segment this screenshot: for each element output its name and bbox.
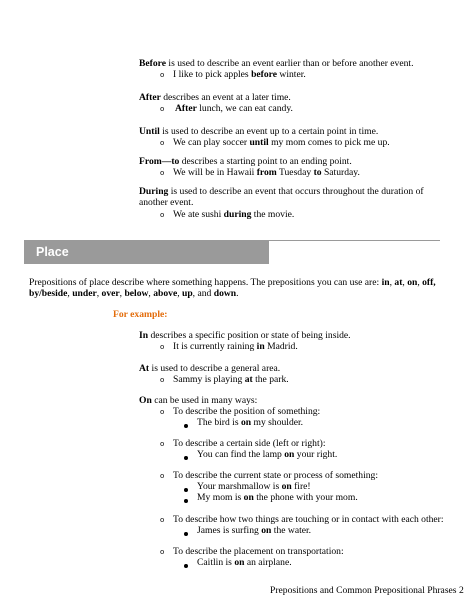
on-sub1-bullet: o <box>160 408 165 416</box>
on-sub4: To describe how two things are touching or in contact with each other: <box>173 514 444 525</box>
on-b3-bullet <box>184 484 188 496</box>
page-footer: Prepositions and Common Prepositional Phrases 2 <box>270 585 464 596</box>
section-header <box>24 240 269 264</box>
until-example-bullet: o <box>160 139 165 147</box>
on-sub3-bullet: o <box>160 472 165 480</box>
until-example: We can play soccer until my mom comes to pick me up. <box>173 137 390 148</box>
on-b5-bullet <box>184 528 188 540</box>
during-definition-cont: another event. <box>139 197 194 208</box>
after-example: After lunch, we can eat candy. <box>175 103 293 114</box>
on-sub2-bullet: o <box>160 440 165 448</box>
during-example: We ate sushi during the movie. <box>173 209 295 220</box>
on-sub4-bullet: o <box>160 516 165 524</box>
on-b6: Caitlin is on an airplane. <box>197 557 292 568</box>
place-intro-line1: Prepositions of place describe where something happens. The prepositions you can use are: in, at, on, off, <box>29 277 436 288</box>
in-example-bullet: o <box>160 343 165 351</box>
section-title: Place <box>36 245 69 259</box>
on-definition: On can be used in many ways: <box>139 395 258 406</box>
during-definition: During is used to describe an event that occurs throughout the duration of <box>139 186 424 197</box>
at-example-bullet: o <box>160 376 165 384</box>
fromto-example: We will be in Hawaii from Tuesday to Saturday. <box>173 167 360 178</box>
on-sub3: To describe the current state or process of something: <box>173 470 378 481</box>
on-sub5-bullet: o <box>160 548 165 556</box>
on-b2-bullet <box>184 452 188 464</box>
on-sub1: To describe the position of something: <box>173 406 321 417</box>
at-example: Sammy is playing at the park. <box>173 374 289 385</box>
section-header-rule <box>269 240 440 241</box>
on-b5: James is surfing on the water. <box>197 525 312 536</box>
after-example-bullet: o <box>160 105 165 113</box>
on-b1: The bird is on my shoulder. <box>197 417 304 428</box>
on-sub5: To describe the placement on transportation: <box>173 546 344 557</box>
before-example-text: I like to pick apples before winter. <box>173 69 306 80</box>
in-example: It is currently raining in Madrid. <box>173 341 298 352</box>
on-b4: My mom is on the phone with your mom. <box>197 492 358 503</box>
fromto-example-bullet: o <box>160 169 165 177</box>
for-example-label: For example: <box>113 309 168 320</box>
on-b4-bullet <box>184 495 188 507</box>
until-definition: Until is used to describe an event up to a certain point in time. <box>139 126 379 137</box>
place-intro-line2: by/beside, under, over, below, above, up, and down. <box>29 288 239 299</box>
before-definition: Before is used to describe an event earlier than or before another event. <box>139 58 414 69</box>
fromto-definition: From—to describes a starting point to an ending point. <box>139 156 352 167</box>
after-definition: After describes an event at a later time. <box>139 92 291 103</box>
during-example-bullet: o <box>160 211 165 219</box>
in-definition: In describes a specific position or state of being inside. <box>139 330 351 341</box>
on-sub2: To describe a certain side (left or right): <box>173 438 326 449</box>
on-b1-bullet <box>184 420 188 432</box>
at-definition: At is used to describe a general area. <box>139 363 281 374</box>
before-example: o <box>160 71 165 79</box>
on-b2: You can find the lamp on your right. <box>197 449 338 460</box>
on-b3: Your marshmallow is on fire! <box>197 481 311 492</box>
on-b6-bullet <box>184 560 188 572</box>
